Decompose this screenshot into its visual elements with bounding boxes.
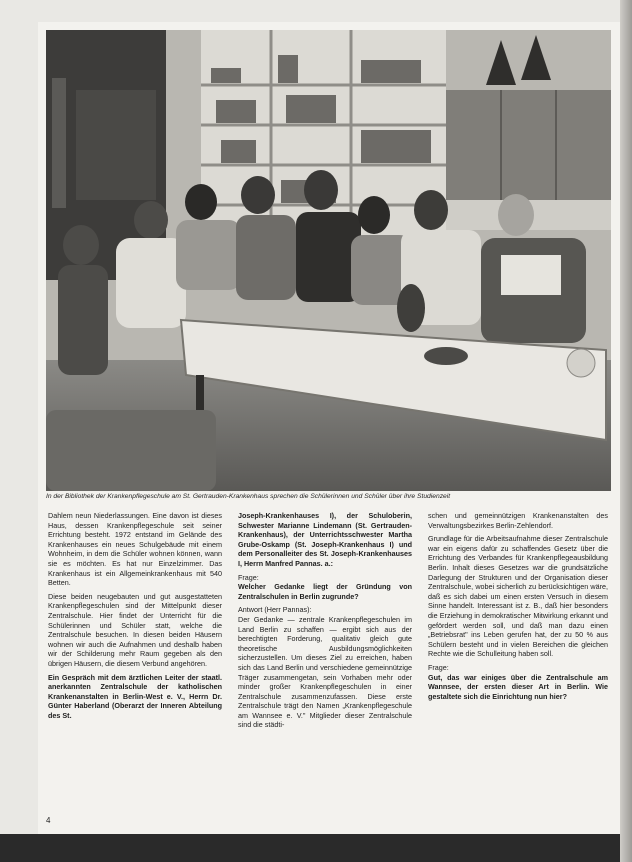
page-edge-shadow <box>620 0 632 862</box>
text-column-2 <box>238 511 412 734</box>
question-label: Frage: <box>428 662 449 672</box>
answer-text: Der Gedanke — zentrale Krankenpflegeschulen im Land Berlin zu schaffen — ergibt sich aus der berechtigten Forderung, qualitativ gleich gute theoretische Ausbildungsmöglichkeiten sicherzustellen. Um dieses Ziel zu erreichen, haben sich das Land Berlin und verschiedene gemeinnützige Träger zusammengetan, sein Vorhaben mehr oder minder großer Krankenpflegeschulen in einer Zentralschule zusammenzufassen. Diese erste Zentralschule trägt den Namen „Krankenpflegeschule am Wannsee e. V." Mitglieder dieser Zentralschule sind die städti- <box>238 614 412 730</box>
answer-label: Antwort (Herr Pannas): <box>238 605 312 615</box>
scan-border <box>0 834 632 862</box>
paragraph-intro: Ein Gespräch mit dem ärztlichen Leiter der staatl. anerkannten Zentralschule der katholischen Krankenanstalten in Berlin-West e. V., Herrn Dr. Günter Haberland (Oberarzt der Inneren Abteilung des St. <box>48 672 222 720</box>
paragraph-intro-continued: Joseph-Krankenhauses I), der Schuloberin, Schwester Marianne Lindemann (St. Gertrauden-Krankenhaus), der Unterrichtsschwester Martha Grube-Oskamp (St. Joseph-Krankenhaus I) und dem Personalleiter des St. Joseph-Krankenhauses I, Herrn Manfred Pannas. a.: <box>238 511 412 568</box>
paragraph: Dahlem neun Niederlassungen. Eine davon ist dieses Haus, dessen Krankenpflegeschule seit seiner Errichtung besteht. 1972 entstand im Gelände des Krankenhauses ein neues Schulgebäude mit einem Wohnheim, in dem die Schüler wohnen können, wann sie es möchten. Es hat nur Einzelzimmer. Das Krankenhaus ist ein Allgemeinkrankenhaus mit 540 Betten. <box>48 511 222 588</box>
paragraph: Grundlage für die Arbeitsaufnahme dieser Zentralschule war ein eigens dafür zu schaffendes Gesetz über die Errichtung des Verbandes für Krankenpflegeausbildung Berlin. Inhalt dieses Gesetzes war die grundsätzliche Darlegung der Strukturen und der Organisation dieser Zentralschule, wobei sicherlich zu berücksichtigen wäre, daß es sich dabei um einen ersten Versuch in diesem Sinne handelt. Interessant ist z. B., daß hier besonders die Erziehung in demokratischer Mitwirkung erkannt und gefördert werden soll, und daß man dazu einen „Betriebsrat" ins Leben gerufen hat, der zu 50 % aus Schülern besteht und in vielen Bereichen die gleichen Rechte wie die Schulleitung haben soll. <box>428 534 608 659</box>
paragraph: schen und gemeinnützigen Krankenanstalten des Verwaltungsbezirkes Berlin-Zehlendorf. <box>428 511 608 530</box>
page-number: 4 <box>46 816 51 825</box>
text-column-3 <box>428 511 608 705</box>
library-photo <box>46 30 611 491</box>
question-text: Gut, das war einiges über die Zentralschule am Wannsee, der ersten dieser Art in Berlin. Wie gestaltete sich die Einrichtung nun hier? <box>428 672 608 701</box>
question-text: Welcher Gedanke liegt der Gründung von Zentralschulen in Berlin zugrunde? <box>238 582 412 601</box>
question-label: Frage: <box>238 572 259 582</box>
text-column-1 <box>48 511 222 724</box>
library-photo-illustration <box>46 30 611 491</box>
paragraph: Diese beiden neugebauten und gut ausgestatteten Krankenpflegeschulen sind der Mittelpunkt dieser Zentralschule. Hier findet der Unterricht für die Schülerinnen und Schüler statt, welche die Zentralschule besuchen. In diesen beiden Häusern wohnen wir auch die Aufnahmen und deshalb haben wir der Schilderung mehr Raum gegeben als den übrigen Häusern, die diesem Verbund angehören. <box>48 591 222 668</box>
photo-caption: In der Bibliothek der Krankenpflegeschule am St. Gertrauden-Krankenhaus sprechen die Schülerinnen und Schüler über ihre Studienzeit <box>46 493 451 500</box>
